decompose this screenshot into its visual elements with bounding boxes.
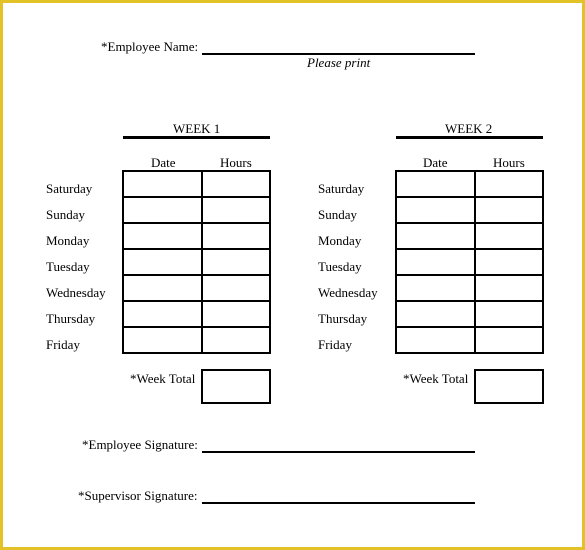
week1-hours-cell[interactable]	[201, 326, 271, 354]
week1-day-label: Friday	[46, 337, 80, 352]
week1-day-label: Tuesday	[46, 259, 90, 274]
week1-hours-header: Hours	[220, 155, 252, 170]
week2-total-label: *Week Total	[403, 371, 469, 386]
week1-date-cell[interactable]	[122, 326, 205, 354]
week1-hours-cell[interactable]	[201, 248, 271, 276]
supervisor-signature-label: *Supervisor Signature:	[78, 488, 198, 503]
week1-total-cell[interactable]	[201, 369, 271, 404]
week1-day-label: Sunday	[46, 207, 85, 222]
week2-hours-cell[interactable]	[474, 300, 544, 328]
week1-date-cell[interactable]	[122, 170, 205, 198]
week2-hours-cell[interactable]	[474, 196, 544, 224]
week2-title: WEEK 2	[445, 121, 493, 136]
week2-hours-cell[interactable]	[474, 326, 544, 354]
week1-title-underline	[123, 136, 270, 139]
week1-date-cell[interactable]	[122, 248, 205, 276]
week2-date-cell[interactable]	[395, 170, 478, 198]
week1-date-cell[interactable]	[122, 274, 205, 302]
week2-date-cell[interactable]	[395, 222, 478, 250]
week2-total-cell[interactable]	[474, 369, 544, 404]
week1-hours-cell[interactable]	[201, 274, 271, 302]
week2-day-label: Thursday	[318, 311, 368, 326]
week1-day-label: Monday	[46, 233, 90, 248]
week1-day-label: Saturday	[46, 181, 93, 196]
week1-date-header: Date	[151, 155, 176, 170]
please-print-hint: Please print	[307, 55, 371, 70]
week1-date-cell[interactable]	[122, 300, 205, 328]
week2-date-cell[interactable]	[395, 274, 478, 302]
week1-hours-cell[interactable]	[201, 170, 271, 198]
week1-title: WEEK 1	[173, 121, 221, 136]
week2-title-underline	[396, 136, 543, 139]
week2-date-cell[interactable]	[395, 196, 478, 224]
week1-day-label: Wednesday	[46, 285, 106, 300]
week1-hours-cell[interactable]	[201, 196, 271, 224]
supervisor-signature-field[interactable]	[202, 502, 475, 504]
week2-date-header: Date	[423, 155, 448, 170]
employee-name-label: *Employee Name:	[101, 39, 199, 54]
week2-date-cell[interactable]	[395, 326, 478, 354]
week2-hours-cell[interactable]	[474, 222, 544, 250]
week2-hours-cell[interactable]	[474, 248, 544, 276]
week1-date-cell[interactable]	[122, 222, 205, 250]
week2-date-cell[interactable]	[395, 248, 478, 276]
week1-hours-cell[interactable]	[201, 222, 271, 250]
week2-hours-cell[interactable]	[474, 170, 544, 198]
week2-day-label: Saturday	[318, 181, 365, 196]
employee-signature-field[interactable]	[202, 451, 475, 453]
week2-day-label: Tuesday	[318, 259, 362, 274]
week1-hours-cell[interactable]	[201, 300, 271, 328]
week1-date-cell[interactable]	[122, 196, 205, 224]
week1-day-label: Thursday	[46, 311, 96, 326]
employee-signature-label: *Employee Signature:	[82, 437, 198, 452]
week1-total-label: *Week Total	[130, 371, 196, 386]
week2-day-label: Sunday	[318, 207, 357, 222]
week2-hours-header: Hours	[493, 155, 525, 170]
week2-date-cell[interactable]	[395, 300, 478, 328]
week2-day-label: Monday	[318, 233, 362, 248]
week2-hours-cell[interactable]	[474, 274, 544, 302]
week2-day-label: Friday	[318, 337, 352, 352]
week2-day-label: Wednesday	[318, 285, 378, 300]
